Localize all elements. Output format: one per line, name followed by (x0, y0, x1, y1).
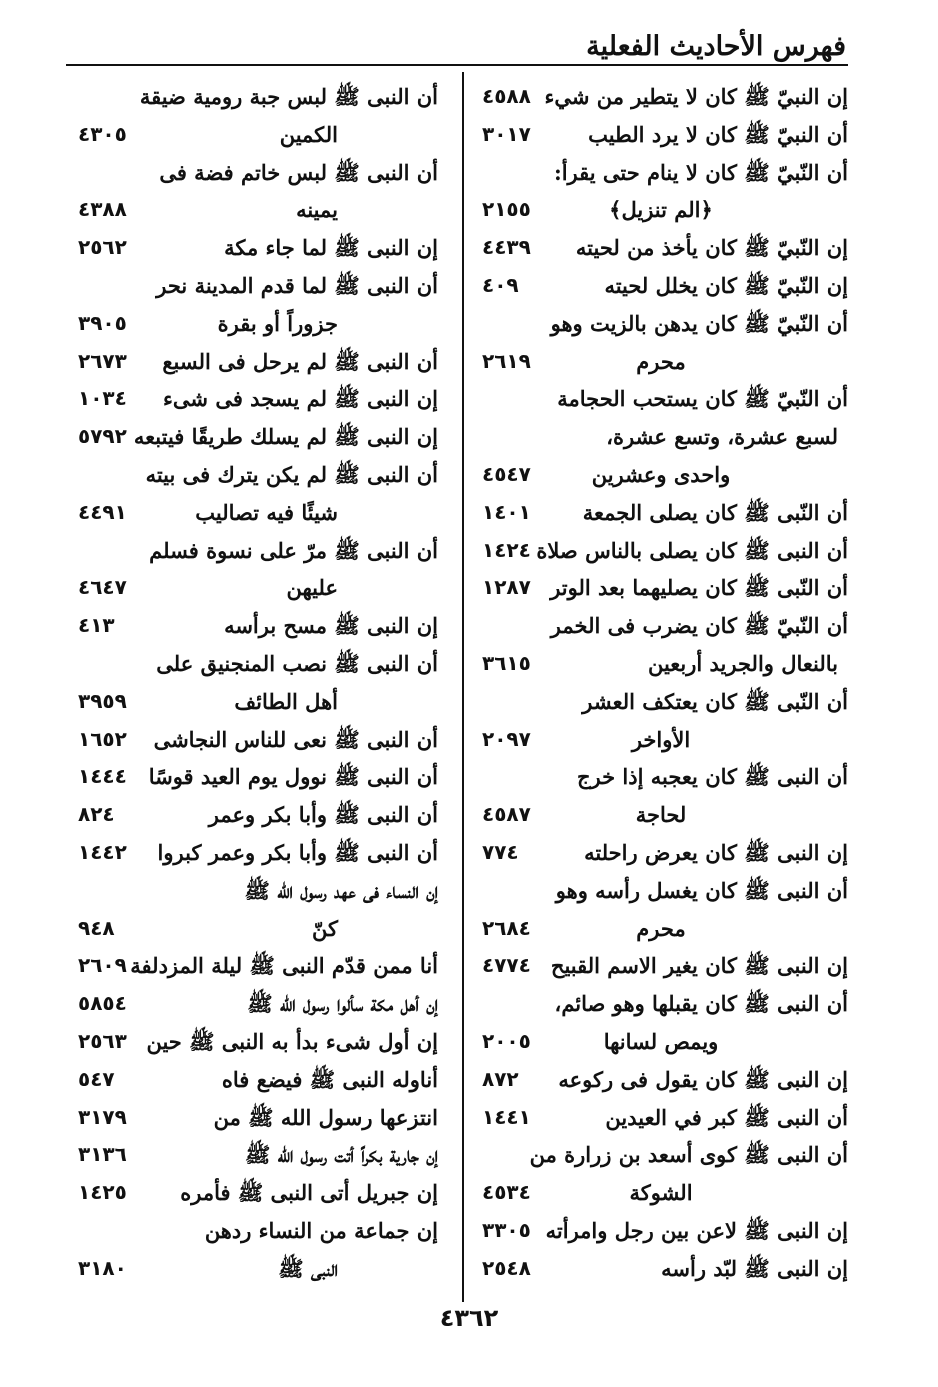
entry-number: ٤٠٩ (482, 272, 519, 297)
entry-text: أن النبى ﷺ وأبا بكر وعمر كبروا (157, 839, 438, 865)
index-entry (66, 758, 438, 796)
entry-number: ٢٦٠٩ (78, 953, 127, 978)
index-entry (66, 532, 438, 570)
entry-number: ٧٧٤ (482, 839, 519, 864)
index-entry (66, 683, 438, 721)
entry-text: إن النبى ﷺ كان يعرض راحلته (584, 839, 848, 865)
entry-number: ٤٥٨٧ (482, 802, 531, 827)
entry-number: ١٠٣٤ (78, 386, 127, 411)
index-entry (474, 910, 848, 948)
index-entry (474, 569, 848, 607)
entry-text: عليهن (286, 575, 338, 601)
entry-text: واحدى وعشرين (591, 461, 731, 487)
entry-text: يمينه (296, 197, 338, 223)
entry-text: أن النّبيّ ﷺ كان يستحب الحجامة (557, 386, 848, 412)
index-entry (66, 1250, 438, 1288)
index-entry (474, 343, 848, 381)
index-entry (474, 1250, 848, 1288)
entry-number: ١٤٢٤ (482, 537, 531, 562)
index-entry (66, 418, 438, 456)
entry-text: محرم (636, 915, 686, 941)
index-entry (474, 456, 848, 494)
index-entry (66, 78, 438, 116)
index-entry (474, 1212, 848, 1250)
entry-text: ويمص لسانها (603, 1028, 719, 1054)
index-entry (474, 721, 848, 759)
entry-text: إن النبى ﷺ كان يقول فى ركوعه (558, 1066, 848, 1092)
index-entry (474, 305, 848, 343)
entry-number: ٢٠٠٥ (482, 1028, 531, 1053)
entry-number: ٢٥٦٢ (78, 235, 127, 260)
index-entry (66, 834, 438, 872)
entry-text: أن النبى ﷺ كان يصلى بالناس صلاة (536, 537, 848, 563)
entry-text: أن النبى ﷺ كان يغسل رأسه وهو (555, 877, 848, 903)
index-entry (474, 985, 848, 1023)
entry-number: ٤٧٧٤ (482, 953, 531, 978)
index-entry (474, 1136, 848, 1174)
entry-text: أن النبى ﷺ كان يعجبه إذا خرج (577, 764, 848, 790)
index-entry (66, 910, 438, 948)
entry-text: أن النبى ﷺ نوول يوم العيد قوسًا (148, 764, 438, 790)
index-entry (66, 380, 438, 418)
index-entry (66, 494, 438, 532)
index-entry (66, 872, 438, 910)
entry-text: أن النبى ﷺ كبر في العيدين (605, 1104, 848, 1130)
entry-text: أن النّبيّ ﷺ كان يدهن بالزيت وهو (550, 310, 848, 336)
entry-number: ١٤٤٢ (78, 839, 127, 864)
index-entry (474, 1061, 848, 1099)
entry-text: إن النبى ﷺ كان يغير الاسم القبيح (550, 953, 848, 979)
entry-number: ٣٩٠٥ (78, 310, 127, 335)
index-entry (474, 796, 848, 834)
entry-text: إن جماعة من النساء ردهن (204, 1217, 438, 1243)
index-entry (66, 947, 438, 985)
index-entry (66, 1099, 438, 1137)
index-entry (474, 229, 848, 267)
entry-number: ٤٦٤٧ (78, 575, 127, 600)
entry-number: ٤٣٠٥ (78, 121, 127, 146)
right-column (474, 78, 848, 1288)
entry-text: أن النبى ﷺ نعى للناس النجاشى (153, 726, 438, 752)
entry-text: إن النّبيّ ﷺ كان يخلل لحيته (604, 272, 848, 298)
entry-number: ٤٥٤٧ (482, 461, 531, 486)
page-title: فهرس الأحاديث الفعلية (586, 31, 846, 62)
entry-number: ٢٥٤٨ (482, 1255, 531, 1280)
index-entry (66, 154, 438, 192)
index-entry (66, 343, 438, 381)
index-entry (474, 191, 848, 229)
index-entry (66, 607, 438, 645)
entry-number: ١٤٢٥ (78, 1180, 127, 1205)
entry-text: بالنعال والجريد أربعين (647, 650, 838, 676)
entry-text: إن النّبيّ ﷺ كان يأخذ من لحيته (575, 235, 848, 261)
index-entry (474, 645, 848, 683)
index-entry (66, 1061, 438, 1099)
entry-number: ١٢٨٧ (482, 575, 531, 600)
index-entry (474, 947, 848, 985)
index-entry (66, 645, 438, 683)
entry-text: أن النّبى ﷺ كان يعتكف العشر (582, 688, 848, 714)
entry-text: النبى ﷺ (278, 1255, 338, 1281)
entry-text: كنّ (312, 915, 338, 941)
entry-text: أن النبيّ ﷺ كان لا يرد الطيب (588, 121, 848, 147)
index-entry (474, 607, 848, 645)
entry-number: ١٤٠١ (482, 499, 531, 524)
entry-text: أن النبى ﷺ كوى أسعد بن زرارة من (529, 1142, 848, 1168)
entry-text: إن النساء فى عهد رسول الله ﷺ (244, 877, 438, 903)
entry-text: إن أول شىء بدأ به النبى ﷺ حين (146, 1028, 438, 1054)
entry-number: ٢٠٩٧ (482, 726, 531, 751)
entry-text: أن النّبى ﷺ كان يصليهما بعد الوتر (550, 575, 848, 601)
index-entry (474, 1174, 848, 1212)
entry-text: أن النبى ﷺ لم يكن يترك فى بيته (145, 461, 438, 487)
entry-text: الشوكة (629, 1180, 693, 1206)
index-entry (66, 1023, 438, 1061)
index-entry (474, 116, 848, 154)
left-column (66, 78, 438, 1288)
entry-number: ٣٩٥٩ (78, 688, 127, 713)
index-entry (474, 1099, 848, 1137)
entry-number: ٩٤٨ (78, 915, 115, 940)
entry-text: لسبع عشرة، وتسع عشرة، (606, 424, 838, 450)
entry-text: أن النبى ﷺ كان يقبلها وهو صائم، (554, 991, 848, 1017)
entry-text: أن النبى ﷺ لما قدم المدينة نحر (156, 272, 438, 298)
index-entry (66, 305, 438, 343)
entry-text: أن النبى ﷺ نصب المنجنيق على (156, 650, 438, 676)
entry-number: ٤٥٣٤ (482, 1180, 531, 1205)
entry-text: أن النبى ﷺ مرّ على نسوة فسلم (149, 537, 438, 563)
entry-text: أن النّبيّ ﷺ كان يضرب فى الخمر (550, 613, 848, 639)
entry-text: أهل الطائف (234, 688, 338, 714)
index-entry (474, 683, 848, 721)
page-number: ٤٣٦٢ (439, 1304, 499, 1332)
index-entry (66, 1174, 438, 1212)
entry-number: ٤٤٣٩ (482, 235, 531, 260)
entry-text: شيئًا فيه تصاليب (195, 499, 338, 525)
index-entry (66, 1136, 438, 1174)
index-entry (66, 985, 438, 1023)
entry-number: ١٤٤٤ (78, 764, 127, 789)
entry-number: ١٤٤١ (482, 1104, 531, 1129)
index-entry (66, 267, 438, 305)
index-entry (474, 494, 848, 532)
entry-text: أن النبى ﷺ لبس جبة رومية ضيقة (139, 84, 438, 109)
entry-text: الكمين (279, 121, 338, 147)
entry-text: أن النّبى ﷺ كان يصلى الجمعة (582, 499, 848, 525)
entry-text: إن النبى ﷺ لما جاء مكة (224, 235, 438, 261)
index-entry (474, 78, 848, 116)
entry-number: ٢٥٦٣ (78, 1028, 127, 1053)
index-entry (66, 191, 438, 229)
index-entry (66, 456, 438, 494)
entry-text: أناوله النبى ﷺ فيضع فاه (221, 1066, 438, 1092)
entry-number: ٤٣٨٨ (78, 197, 127, 222)
entry-text: إن أهل مكة سألوا رسول الله ﷺ (247, 991, 438, 1017)
entry-text: أن النبى ﷺ وأبا بكر وعمر (208, 802, 438, 828)
index-entry (474, 834, 848, 872)
entry-text: إن النبى ﷺ لاعن بين رجل وامرأته (545, 1217, 848, 1243)
entry-number: ٢٦٧٣ (78, 348, 127, 373)
entry-text: لحاجة (635, 802, 687, 828)
index-entry (66, 1212, 438, 1250)
entry-number: ٢٦٨٤ (482, 915, 531, 940)
entry-text: إن النبى ﷺ لم يسجد فى شىء (163, 386, 438, 412)
entry-number: ٥٨٥٤ (78, 991, 127, 1016)
entry-text: إن جبريل أتى النبى ﷺ فأمره (180, 1180, 438, 1206)
entry-number: ٢١٥٥ (482, 197, 531, 222)
index-entry (474, 267, 848, 305)
index-entry (474, 380, 848, 418)
entry-number: ٥٧٩٢ (78, 424, 127, 449)
entry-number: ٣٦١٥ (482, 650, 531, 675)
entry-text: إن جارية بكراً أتت رسول الله ﷺ (244, 1142, 438, 1168)
entry-text: الأواخر (631, 726, 691, 752)
index-entry (474, 758, 848, 796)
index-entry (66, 229, 438, 267)
entry-number: ٢٦١٩ (482, 348, 531, 373)
index-entry (66, 721, 438, 759)
entry-text: إن النبيّ ﷺ كان لا يتطير من شيء (544, 84, 848, 109)
index-entry (66, 796, 438, 834)
index-entry (474, 532, 848, 570)
entry-number: ٣١٨٠ (78, 1255, 127, 1280)
index-entry (474, 418, 848, 456)
entry-number: ٨٢٤ (78, 802, 115, 827)
entry-text: إن النبى ﷺ مسح برأسه (224, 613, 438, 639)
entry-number: ٥٤٧ (78, 1066, 115, 1091)
entry-number: ٤١٣ (78, 613, 115, 638)
entry-text: جزوراً أو بقرة (217, 310, 338, 336)
entry-text: إن النبى ﷺ لبّد رأسه (661, 1255, 848, 1281)
entry-text: أن النّبيّ ﷺ كان لا ينام حتى يقرأ: (553, 159, 848, 185)
entry-text: محرم (636, 348, 686, 374)
index-entry (66, 116, 438, 154)
entry-text: انتزعها رسول الله ﷺ من (213, 1104, 438, 1130)
index-entry (66, 569, 438, 607)
entry-number: ٨٧٢ (482, 1066, 519, 1091)
entry-number: ٤٤٩١ (78, 499, 127, 524)
entry-number: ١٦٥٢ (78, 726, 127, 751)
entry-number: ٣١٣٦ (78, 1142, 127, 1167)
index-entry (474, 154, 848, 192)
entry-text: ﴿الم تنزيل﴾ (609, 197, 713, 223)
entry-number: ٣٣٠٥ (482, 1217, 531, 1242)
entry-number: ٣٠١٧ (482, 121, 531, 146)
index-entry (474, 1023, 848, 1061)
entry-text: أنا ممن قدّم النبى ﷺ ليلة المزدلفة (130, 953, 438, 979)
index-entry (474, 872, 848, 910)
column-divider (462, 72, 464, 1302)
entry-text: أن النبى ﷺ لبس خاتم فضة فى (159, 159, 438, 185)
entry-number: ٣١٧٩ (78, 1104, 127, 1129)
entry-text: إن النبى ﷺ لم يسلك طريقًا فيتبعه (133, 424, 438, 450)
entry-number: ٤٥٨٨ (482, 84, 531, 108)
entry-text: أن النبى ﷺ لم يرحل فى السبع (162, 348, 438, 374)
header-rule (66, 64, 848, 66)
